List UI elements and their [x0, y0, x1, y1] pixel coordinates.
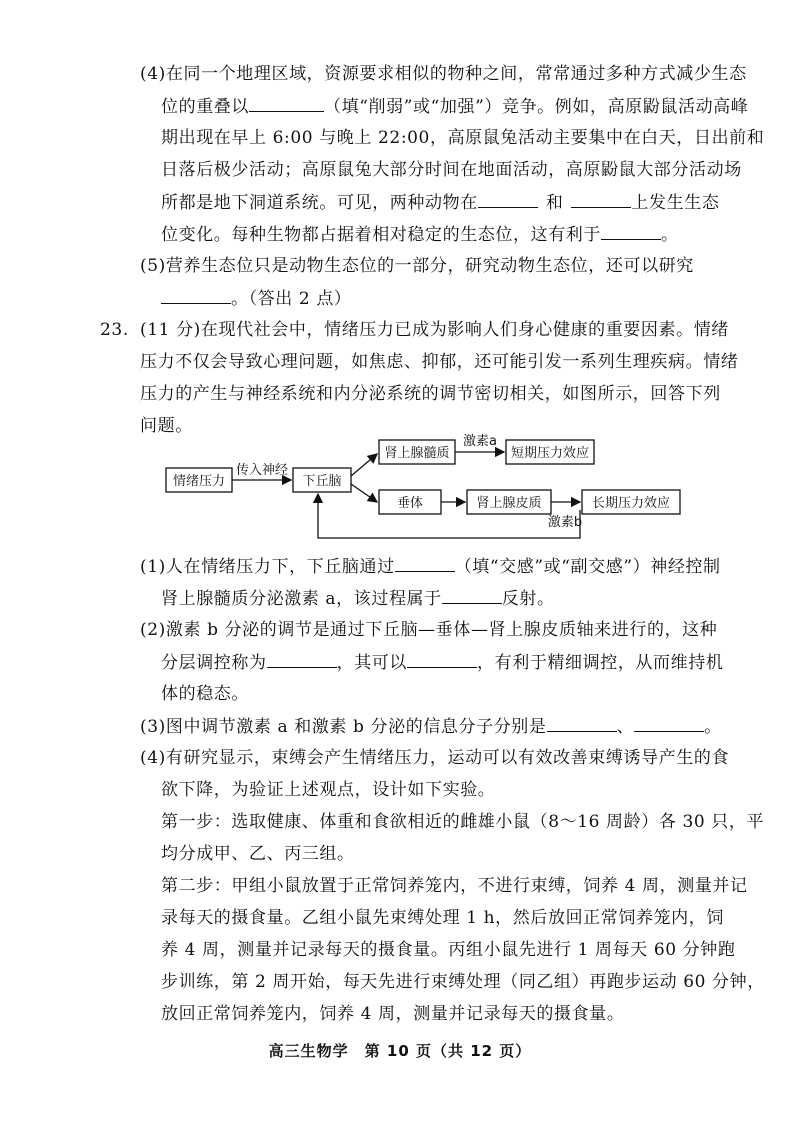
q22-p4-line2: 位的重叠以 （填“削弱”或“加强”）竞争。例如，高原鼢鼠活动高峰: [161, 94, 748, 119]
q23-p4-line1: (4)有研究显示，束缚会产生情绪压力，运动可以有效改善束缚诱导产生的食: [140, 748, 730, 768]
answer-blank[interactable]: [634, 714, 704, 732]
q23-step1-line1: 第一步：选取健康、体重和食欲相近的雌雄小鼠（8～16 周龄）各 30 只，平: [161, 812, 765, 832]
q22-p5-line1: (5)营养生态位只是动物生态位的一部分，研究动物生态位，还可以研究: [140, 256, 694, 276]
q23-step2-line4: 步训练，第 2 周开始，每天先进行束缚处理（同乙组）再跑步运动 60 分钟，: [161, 972, 765, 992]
node-adrenal-cortex: [467, 490, 551, 514]
q23-step2-line1: 第二步：甲组小鼠放置于正常饲养笼内，不进行束缚，饲养 4 周，测量并记: [161, 876, 748, 896]
q23-p2-line1: (2)激素 b 分泌的调节是通过下丘脑—垂体—肾上腺皮质轴来进行的，这种: [140, 620, 718, 640]
answer-blank[interactable]: [478, 190, 538, 208]
node-adrenal-medulla: [379, 440, 455, 464]
svg-text:肾上腺皮质: 肾上腺皮质: [476, 496, 542, 511]
node-emotional-stress: [166, 468, 232, 492]
page-footer: 高三生物学 第 10 页（共 12 页）: [268, 1042, 532, 1060]
node-short-term-effect: [506, 440, 594, 464]
q23-number: 23.: [100, 320, 129, 340]
q23-p1-line1: (1)人在情绪压力下，下丘脑通过 （填“交感”或“副交感”）神经控制: [140, 554, 721, 579]
q23-step2-line3: 养 4 周，测量并记录每天的摄食量。丙组小鼠先进行 1 周每天 60 分钟跑: [161, 940, 736, 960]
arrow-hypothalamus-to-medulla: [351, 454, 377, 476]
q22-p4-line1: (4)在同一个地理区域，资源要求相似的物种之间，常常通过多种方式减少生态: [140, 64, 747, 84]
q23-intro-line1: (11 分)在现代社会中，情绪压力已成为影响人们身心健康的重要因素。情绪: [140, 320, 729, 340]
label-afferent-nerve: 传入神经: [235, 463, 289, 478]
q23-p4-line2: 欲下降，为验证上述观点，设计如下实验。: [161, 780, 496, 800]
q23-step1-line2: 均分成甲、乙、丙三组。: [161, 844, 355, 864]
q23-p1-line2: 肾上腺髓质分泌激素 a，该过程属于 反射。: [161, 586, 555, 611]
answer-blank[interactable]: [395, 554, 455, 572]
q22-p4-line3: 期出现在早上 6:00 与晚上 22:00，高原鼠兔活动主要集中在白天，日出前和: [161, 128, 765, 148]
svg-text:垂体: 垂体: [396, 496, 424, 511]
q22-p4-line4: 日落后极少活动；高原鼠兔大部分时间在地面活动，高原鼢鼠大部分活动场: [161, 160, 742, 180]
answer-blank[interactable]: [547, 714, 617, 732]
label-hormone-a: 激素a: [463, 434, 497, 449]
label-hormone-b: 激素b: [547, 515, 583, 530]
q23-p3-line1: (3)图中调节激素 a 和激素 b 分泌的信息分子分别是 、 。: [140, 714, 722, 739]
answer-blank[interactable]: [571, 190, 631, 208]
svg-text:情绪压力: 情绪压力: [172, 474, 226, 489]
answer-blank[interactable]: [601, 222, 661, 240]
svg-text:下丘脑: 下丘脑: [302, 474, 342, 489]
answer-blank[interactable]: [249, 94, 324, 112]
svg-text:长期压力效应: 长期压力效应: [591, 496, 671, 511]
answer-blank[interactable]: [407, 650, 477, 668]
answer-blank[interactable]: [442, 586, 502, 604]
q23-intro-line3: 压力的产生与神经系统和内分泌系统的调节密切相关，如图所示，回答下列: [140, 384, 721, 404]
node-pituitary: [379, 490, 441, 514]
arrow-hypothalamus-to-pituitary: [351, 484, 377, 502]
q23-step2-line5: 放回正常饲养笼内，饲养 4 周，测量并记录每天的摄食量。: [161, 1004, 625, 1024]
q23-intro-line4: 问题。: [140, 416, 193, 436]
svg-text:短期压力效应: 短期压力效应: [510, 446, 590, 461]
q22-p4-line5: 所都是地下洞道系统。可见，两种动物在 和 上发生生态: [161, 190, 719, 215]
q23-step2-line2: 录每天的摄食量。乙组小鼠先束缚处理 1 h，然后放回正常饲养笼内，饲: [161, 908, 724, 928]
q23-p2-line3: 体的稳态。: [161, 684, 249, 704]
answer-blank[interactable]: [267, 650, 337, 668]
regulation-diagram: [160, 430, 700, 550]
q22-p4-line6: 位变化。每种生物都占据着相对稳定的生态位，这有利于 。: [161, 222, 679, 247]
answer-blank[interactable]: [161, 286, 231, 304]
q23-intro-line2: 压力不仅会导致心理问题，如焦虑、抑郁，还可能引发一系列生理疾病。情绪: [140, 352, 739, 372]
q22-p5-line2: 。（答出 2 点）: [161, 286, 352, 311]
node-hypothalamus: [293, 468, 351, 492]
svg-text:肾上腺髓质: 肾上腺髓质: [384, 446, 450, 461]
q23-p2-line2: 分层调控称为 ，其可以 ，有利于精细调控，从而维持机: [161, 650, 723, 675]
node-long-term-effect: [582, 490, 680, 514]
